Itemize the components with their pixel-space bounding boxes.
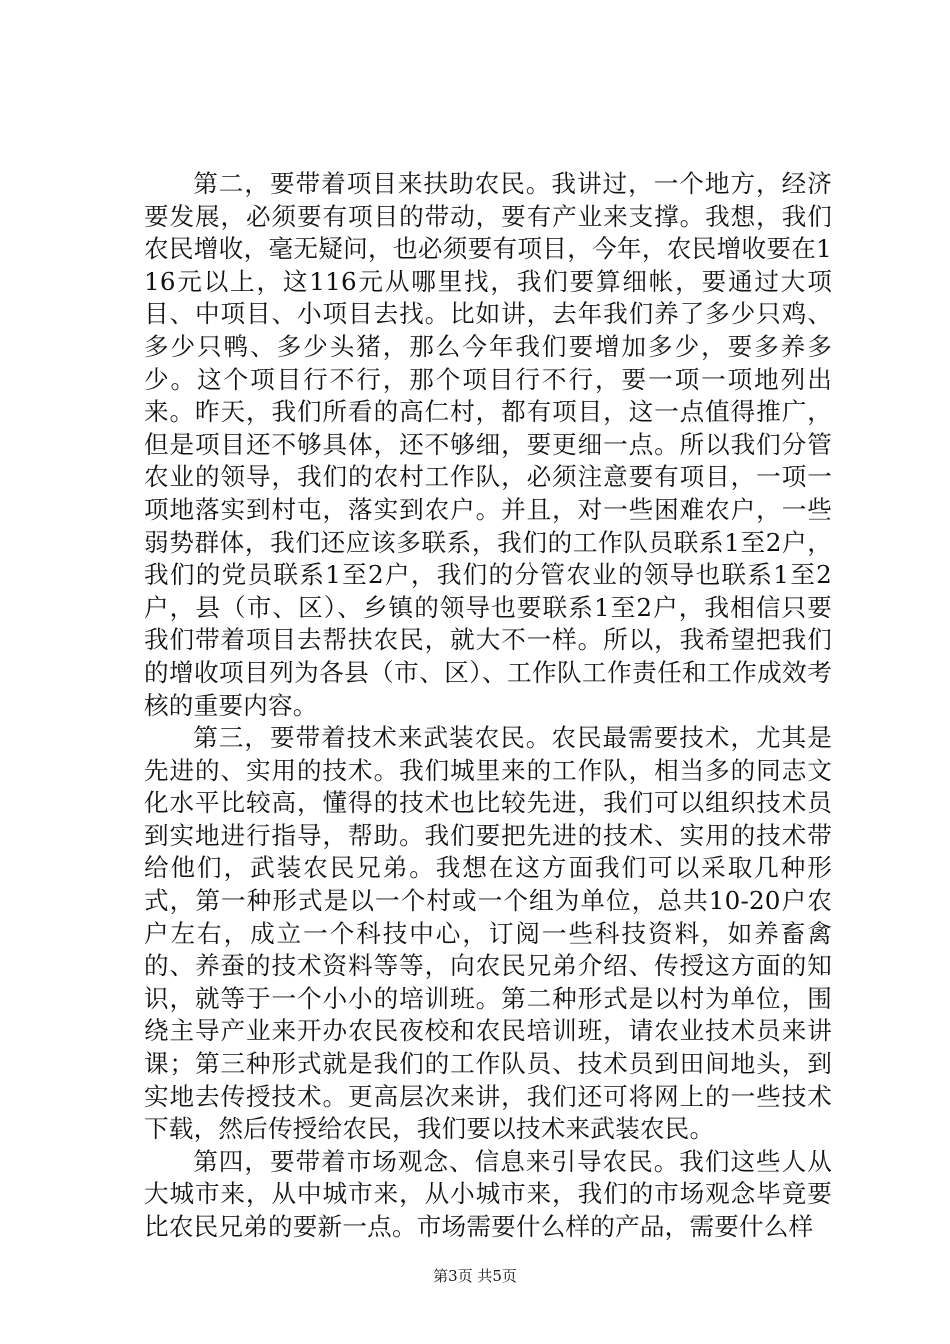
paragraph-fourth: 第四，要带着市场观念、信息来引导农民。我们这些人从大城市来，从中城市来，从小城市来，我们的市场观念毕竟要比农民兄弟的要新一点。市场需要什么样的产品，需要什么样 [144,1146,832,1241]
page-number-footer: 第3页 共5页 [433,1267,517,1285]
document-body [144,168,832,1244]
paragraph-second: 第二，要带着项目来扶助农民。我讲过，一个地方，经济要发展，必须要有项目的带动，要有产业来支撑。我想，我们农民增收，毫无疑问，也必须要有项目，今年，农民增收要在116元以上，这116元从哪里找，我们要算细帐，要通过大项目、中项目、小项目去找。比如讲，去年我们养了多少只鸡、多少只鸭、多少头猪，那么今年我们要增加多少，要多养多少。这个项目行不行，那个项目行不行，要一项一项地列出来。昨天，我们所看的高仁村，都有项目，这一点值得推广，但是项目还不够具体，还不够细，要更细一点。所以我们分管农业的领导，我们的农村工作队，必须注意要有项目，一项一项地落实到村屯，落实到农户。并且，对一些困难农户，一些弱势群体，我们还应该多联系，我们的工作队员联系1至2户，我们的党员联系1至2户，我们的分管农业的领导也联系1至2户，县（市、区）、乡镇的领导也要联系1至2户，我相信只要我们带着项目去帮扶农民，就大不一样。所以，我希望把我们的增收项目列为各县（市、区）、工作队工作责任和工作成效考核的重要内容。 [144,169,832,720]
paragraph-third: 第三，要带着技术来武装农民。农民最需要技术，尤其是先进的、实用的技术。我们城里来的工作队，相当多的同志文化水平比较高，懂得的技术也比较先进，我们可以组织技术员到实地进行指导，帮助。我们要把先进的技术、实用的技术带给他们，武装农民兄弟。我想在这方面我们可以采取几种形式，第一种形式是以一个村或一个组为单位，总共10-20户农户左右，成立一个科技中心，订阅一些科技资料，如养畜禽的、养蚕的技术资料等等，向农民兄弟介绍、传授这方面的知识，就等于一个小小的培训班。第二种形式是以村为单位，围绕主导产业来开办农民夜校和农民培训班，请农业技术员来讲课；第三种形式就是我们的工作队员、技术员到田间地头，到实地去传授技术。更高层次来讲，我们还可将网上的一些技术下载，然后传授给农民，我们要以技术来武装农民。 [144,723,832,1144]
